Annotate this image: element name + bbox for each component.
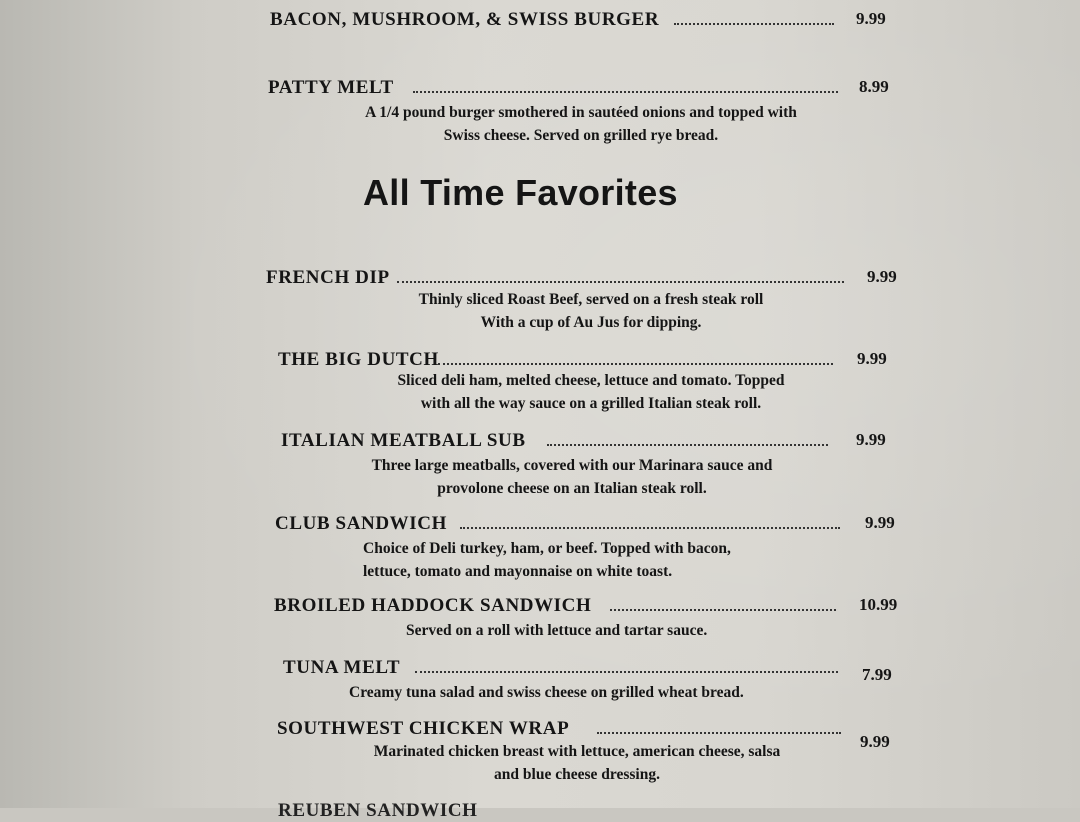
description-line: with all the way sauce on a grilled Italian steak roll. <box>420 395 762 412</box>
menu-item-header <box>275 513 935 539</box>
menu-item-price: 9.99 <box>860 732 890 751</box>
menu-item-southwest-chicken-wrap <box>277 718 937 783</box>
menu-item-bacon-mushroom-swiss-burger <box>270 9 930 35</box>
menu-item-header <box>274 595 934 621</box>
description-line: Marinated chicken breast with lettuce, american cheese, salsa <box>373 743 781 760</box>
menu-item-description <box>307 454 837 500</box>
menu-item-name: BROILED HADDOCK SANDWICH <box>274 595 592 616</box>
menu-item-the-big-dutch <box>278 349 938 412</box>
menu-item-name: BACON, MUSHROOM, & SWISS BURGER <box>270 9 660 30</box>
menu-item-price: 9.99 <box>857 349 887 368</box>
menu-item-price: 8.99 <box>859 77 889 96</box>
menu-item-name: THE BIG DUTCH <box>278 349 439 370</box>
menu-item-description <box>406 619 806 642</box>
menu-item-name: TUNA MELT <box>283 657 401 678</box>
menu-item-header <box>268 77 928 103</box>
menu-item-price: 9.99 <box>856 9 886 28</box>
menu-item-patty-melt <box>268 77 928 144</box>
description-line: A 1/4 pound burger smothered in sautéed onions and topped with <box>365 104 797 121</box>
menu-item-description <box>363 537 813 583</box>
dot-leader <box>597 732 841 734</box>
dot-leader <box>438 363 833 365</box>
description-line: Thinly sliced Roast Beef, served on a fresh steak roll <box>418 291 764 308</box>
dot-leader <box>415 671 838 673</box>
menu-item-price: 9.99 <box>865 513 895 532</box>
menu-item-name: SOUTHWEST CHICKEN WRAP <box>277 718 570 739</box>
description-line: Sliced deli ham, melted cheese, lettuce and tomato. Topped <box>397 372 785 389</box>
menu-item-price: 7.99 <box>862 665 892 684</box>
dot-leader <box>547 444 828 446</box>
description-line: Swiss cheese. Served on grilled rye bread. <box>443 127 719 144</box>
menu-item-name: CLUB SANDWICH <box>275 513 447 534</box>
menu-item-description <box>326 369 856 415</box>
description-line: lettuce, tomato and mayonnaise on white toast. <box>363 563 673 580</box>
section-title: All Time Favorites <box>363 172 678 213</box>
dot-leader <box>413 91 838 93</box>
menu-item-price: 10.99 <box>859 595 898 614</box>
dot-leader <box>674 23 834 25</box>
menu-item-price: 9.99 <box>856 430 886 449</box>
description-line: and blue cheese dressing. <box>494 766 660 783</box>
menu-item-description <box>316 101 846 147</box>
description-line: Three large meatballs, covered with our Marinara sauce and <box>371 457 773 474</box>
description-line: provolone cheese on an Italian steak roll. <box>437 480 707 497</box>
dot-leader <box>610 609 836 611</box>
menu-item-name: ITALIAN MEATBALL SUB <box>281 430 526 451</box>
menu-item-name: PATTY MELT <box>268 77 394 98</box>
description-line: Served on a roll with lettuce and tartar sauce. <box>406 622 708 639</box>
cutoff-item-name: REUBEN SANDWICH <box>278 800 478 821</box>
description-line: With a cup of Au Jus for dipping. <box>480 314 702 331</box>
description-line: Creamy tuna salad and swiss cheese on grilled wheat bread. <box>349 684 744 701</box>
dot-leader <box>460 527 840 529</box>
dot-leader <box>397 281 844 283</box>
menu-item-description <box>326 288 856 334</box>
menu-item-italian-meatball-sub <box>281 430 941 497</box>
menu-item-broiled-haddock-sandwich <box>274 595 934 639</box>
menu-item-description <box>307 740 847 786</box>
menu-item-name: FRENCH DIP <box>266 267 390 288</box>
menu-item-header <box>283 657 943 683</box>
menu-item-price: 9.99 <box>867 267 897 286</box>
menu-item-french-dip <box>266 267 926 331</box>
menu-item-header <box>270 9 930 35</box>
menu-item-club-sandwich <box>275 513 935 580</box>
description-line: Choice of Deli turkey, ham, or beef. Topped with bacon, <box>363 540 731 557</box>
menu-item-header <box>281 430 941 456</box>
cutoff-menu-item <box>278 796 478 821</box>
menu-item-description <box>349 681 849 704</box>
menu-item-tuna-melt <box>283 657 943 701</box>
